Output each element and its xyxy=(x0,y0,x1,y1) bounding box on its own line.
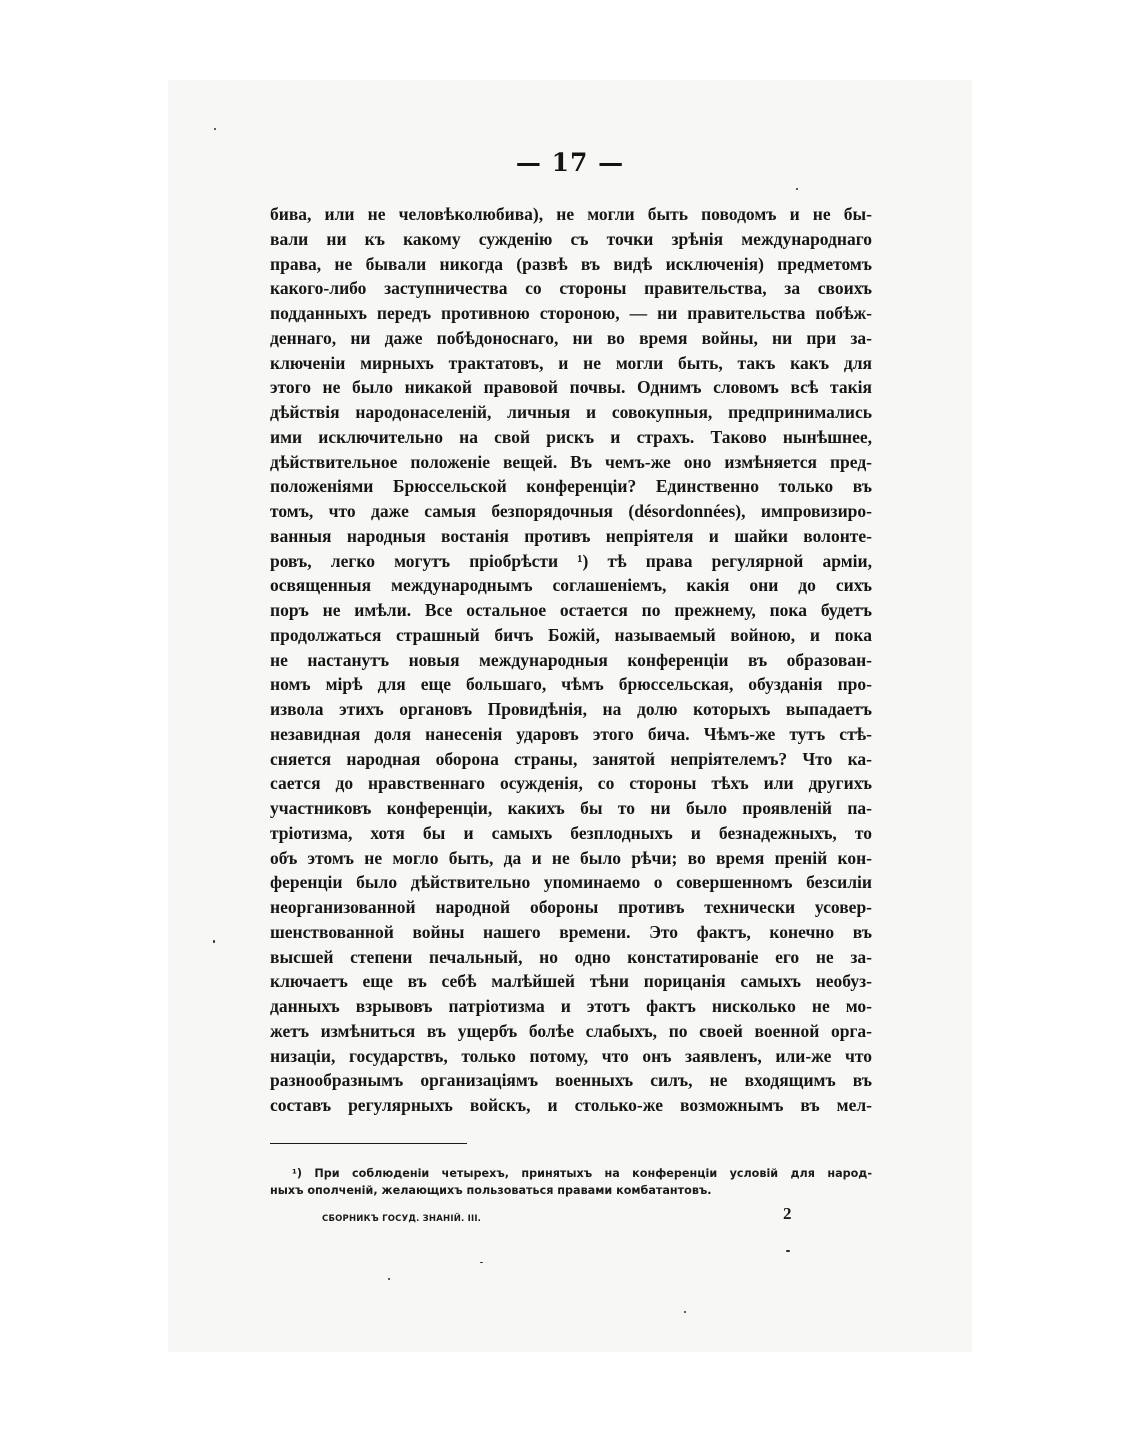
text-line: ими исключительно на свой рискъ и страхъ. Таково нынѣшнее, xyxy=(270,426,872,447)
text-line: деннаго, ни даже побѣдоноснаго, ни во время войны, ни при за- xyxy=(270,327,872,348)
scan-speck xyxy=(213,940,215,943)
page-number: — 17 — xyxy=(515,148,625,177)
text-line: не настанутъ новыя международныя конференціи въ образован- xyxy=(270,649,872,670)
text-line: бива, или не человѣколюбива), не могли быть поводомъ и не бы- xyxy=(270,204,872,224)
footnote-divider xyxy=(270,1143,467,1144)
scan-speck xyxy=(796,188,798,190)
text-line: ключаетъ еще въ себѣ малѣйшей тѣни порицанія самыхъ необуз- xyxy=(270,971,872,992)
footnote-line: ¹) При соблюденіи четырехъ, принятыхъ на конференціи условій для народ- xyxy=(292,1167,872,1180)
text-line: подданныхъ передъ противною стороною, — ни правительства побѣж- xyxy=(270,303,872,323)
sheet-number: 2 xyxy=(783,1204,792,1223)
text-line: номъ мірѣ для еще большаго, чѣмъ брюссельская, обузданія про- xyxy=(270,674,872,695)
text-line: положеніями Брюссельской конференціи? Единственно только въ xyxy=(270,476,872,497)
footnote-line: ныхъ ополченій, желающихъ пользоваться правами комбатантовъ. xyxy=(270,1184,712,1197)
scan-speck xyxy=(214,128,216,130)
text-line: освященныя международнымъ соглашеніемъ, какія они до сихъ xyxy=(270,575,872,596)
text-line: дѣйствія народонаселеній, личныя и совокупныя, предпринимались xyxy=(270,402,872,422)
text-line: вали ни къ какому сужденію съ точки зрѣнія международнаго xyxy=(270,228,872,249)
text-line: поръ не имѣли. Все остальное остается по прежнему, пока будетъ xyxy=(270,600,872,620)
text-line: продолжаться страшный бичъ Божій, называемый войною, и пока xyxy=(270,624,872,645)
scan-speck xyxy=(786,1250,790,1252)
text-line: томъ, что даже самыя безпорядочныя (désordonnées), импровизиро- xyxy=(270,501,872,521)
text-line: участниковъ конференціи, какихъ бы то ни было проявленій па- xyxy=(270,798,872,818)
footnote xyxy=(270,1165,872,1199)
text-line: высшей степени печальный, но одно констатированіе его не за- xyxy=(270,946,872,967)
text-line: ключеніи мирныхъ трактатовъ, и не могли быть, такъ какъ для xyxy=(270,352,872,373)
text-line: составъ регулярныхъ войскъ, и столько-же возможнымъ въ мел- xyxy=(270,1095,872,1115)
text-line: сается до нравственнаго осужденія, со стороны тѣхъ или другихъ xyxy=(270,773,872,794)
text-line: извола этихъ органовъ Провидѣнія, на долю которыхъ выпадаетъ xyxy=(270,699,872,719)
text-line: сняется народная оборона страны, занятой непріятелемъ? Что ка- xyxy=(270,748,872,769)
scan-speck xyxy=(480,1262,483,1263)
signature-mark: СБОРНИКЪ ГОСУД. ЗНАНІЙ. III. xyxy=(322,1214,482,1224)
text-line: этого не было никакой правовой почвы. Однимъ словомъ всѣ такія xyxy=(270,377,872,398)
text-line: разнообразнымъ организаціямъ военныхъ силъ, не входящимъ въ xyxy=(270,1070,872,1091)
text-line: незавидная доля нанесенія ударовъ этого бича. Чѣмъ-же тутъ стѣ- xyxy=(270,723,872,744)
body-text xyxy=(270,202,872,1118)
text-line: шенствованной войны нашего времени. Это фактъ, конечно въ xyxy=(270,921,872,942)
scan-speck xyxy=(684,1311,686,1313)
text-line: данныхъ взрывовъ патріотизма и этотъ фактъ нисколько не мо- xyxy=(270,996,872,1016)
text-line: ровъ, легко могутъ пріобрѣсти ¹) тѣ права регулярной арміи, xyxy=(270,550,872,571)
text-line: неорганизованной народной обороны противъ технически усовер- xyxy=(270,897,872,917)
text-line: дѣйствительное положеніе вещей. Въ чемъ-же оно измѣняется пред- xyxy=(270,451,872,472)
text-line: объ этомъ не могло быть, да и не было рѣчи; во время преній кон- xyxy=(270,847,872,868)
text-line: права, не бывали никогда (развѣ въ видѣ исключенія) предметомъ xyxy=(270,253,872,274)
text-line: жетъ измѣниться въ ущербъ болѣе слабыхъ, по своей военной орга- xyxy=(270,1020,872,1041)
text-line: ванныя народныя востанія противъ непріятеля и шайки волонте- xyxy=(270,525,872,546)
scan-speck xyxy=(388,1278,390,1280)
text-line: какого-либо заступничества со стороны правительства, за своихъ xyxy=(270,278,872,299)
text-line: тріотизма, хотя бы и самыхъ безплодныхъ и безнадежныхъ, то xyxy=(270,822,872,843)
text-line: низаціи, государствъ, только потому, что онъ заявленъ, или-же что xyxy=(270,1045,872,1066)
text-line: ференціи было дѣйствительно упоминаемо о совершенномъ безсиліи xyxy=(270,872,872,893)
